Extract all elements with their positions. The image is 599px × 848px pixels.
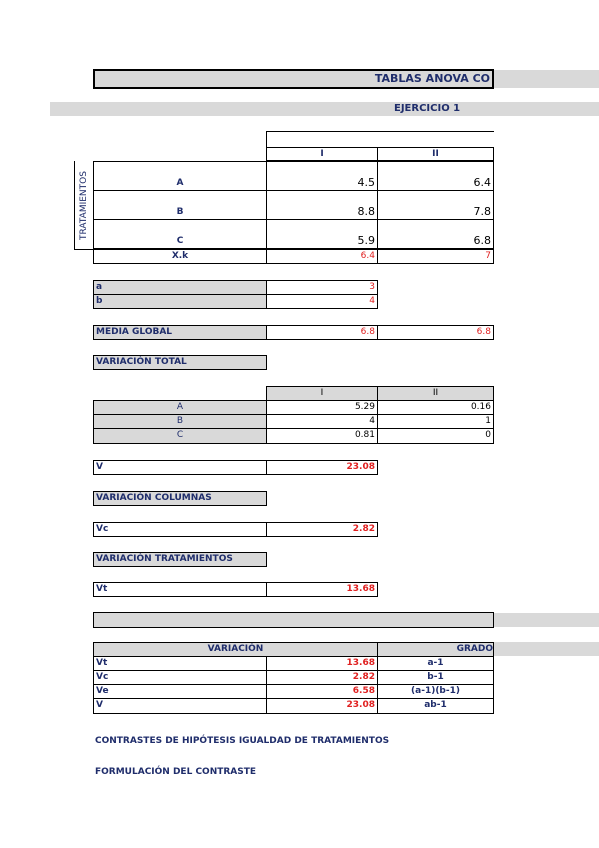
summary-row-label-vc: Vc <box>93 670 267 685</box>
cell-c-1: 5.9 <box>266 219 378 249</box>
v-total-label: V <box>93 460 267 475</box>
summary-row-grado-vc: b-1 <box>377 670 494 685</box>
cell-a-1: 4.5 <box>266 161 378 191</box>
separator-bar-right <box>493 613 599 627</box>
title-bg-right <box>493 70 599 88</box>
sq-c-2: 0 <box>377 428 494 444</box>
summary-row-value-vc: 2.82 <box>266 670 378 685</box>
col-header-1: I <box>266 147 378 161</box>
exercise-label: EJERCICIO 1 <box>394 103 461 114</box>
variacion-total-heading: VARIACIÓN TOTAL <box>93 355 267 370</box>
sq-header-2: II <box>377 386 494 401</box>
row-label-xk: X.k <box>93 249 267 264</box>
v-total-value: 23.08 <box>266 460 378 475</box>
summary-row-grado-vt: a-1 <box>377 656 494 671</box>
contrastes-heading: CONTRASTES DE HIPÓTESIS IGUALDAD DE TRATAMIENTOS <box>95 736 390 746</box>
sq-header-1: I <box>266 386 378 401</box>
vertical-label: TRATAMIENTOS <box>79 171 89 240</box>
summary-row-label-v: V <box>93 698 267 714</box>
cell-xk-1: 6.4 <box>266 249 378 264</box>
sq-a-2: 0.16 <box>377 400 494 415</box>
formulacion-heading: FORMULACIÓN DEL CONTRASTE <box>95 767 257 777</box>
main-header-top <box>266 131 494 148</box>
param-b-value: 4 <box>266 294 378 309</box>
param-a-label: a <box>93 280 267 295</box>
summary-row-grado-ve: (a-1)(b-1) <box>377 684 494 699</box>
col-header-2: II <box>377 147 494 161</box>
vt-label: Vt <box>93 582 267 597</box>
variacion-tratamientos-heading: VARIACIÓN TRATAMIENTOS <box>93 552 267 567</box>
summary-header-variacion: VARIACIÓN <box>93 642 378 657</box>
sq-c-1: 0.81 <box>266 428 378 444</box>
page-title: TABLAS ANOVA CO <box>93 69 494 89</box>
summary-row-grado-v: ab-1 <box>377 698 494 714</box>
row-label-b: B <box>93 190 267 220</box>
row-label-c: C <box>93 219 267 249</box>
summary-row-value-vt: 13.68 <box>266 656 378 671</box>
exercise-bar <box>50 102 599 116</box>
sq-b-1: 4 <box>266 414 378 429</box>
param-b-label: b <box>93 294 267 309</box>
summary-row-label-vt: Vt <box>93 656 267 671</box>
variacion-columnas-heading: VARIACIÓN COLUMNAS <box>93 491 267 506</box>
cell-b-1: 8.8 <box>266 190 378 220</box>
cell-a-2: 6.4 <box>377 161 494 191</box>
sq-row-label-a: A <box>93 400 267 415</box>
vt-value: 13.68 <box>266 582 378 597</box>
sq-b-2: 1 <box>377 414 494 429</box>
sq-row-label-c: C <box>93 428 267 444</box>
row-label-a: A <box>93 161 267 191</box>
summary-header-grado: GRADO <box>377 642 494 657</box>
cell-b-2: 7.8 <box>377 190 494 220</box>
summary-row-value-ve: 6.58 <box>266 684 378 699</box>
media-global-1: 6.8 <box>266 325 378 340</box>
sq-a-1: 5.29 <box>266 400 378 415</box>
cell-c-2: 6.8 <box>377 219 494 249</box>
vc-label: Vc <box>93 522 267 537</box>
media-global-label: MEDIA GLOBAL <box>93 325 267 340</box>
vc-value: 2.82 <box>266 522 378 537</box>
separator-bar <box>93 612 494 628</box>
cell-xk-2: 7 <box>377 249 494 264</box>
media-global-2: 6.8 <box>377 325 494 340</box>
param-a-value: 3 <box>266 280 378 295</box>
sq-row-label-b: B <box>93 414 267 429</box>
summary-header-bg-right <box>493 642 599 656</box>
summary-row-value-v: 23.08 <box>266 698 378 714</box>
summary-row-label-ve: Ve <box>93 684 267 699</box>
